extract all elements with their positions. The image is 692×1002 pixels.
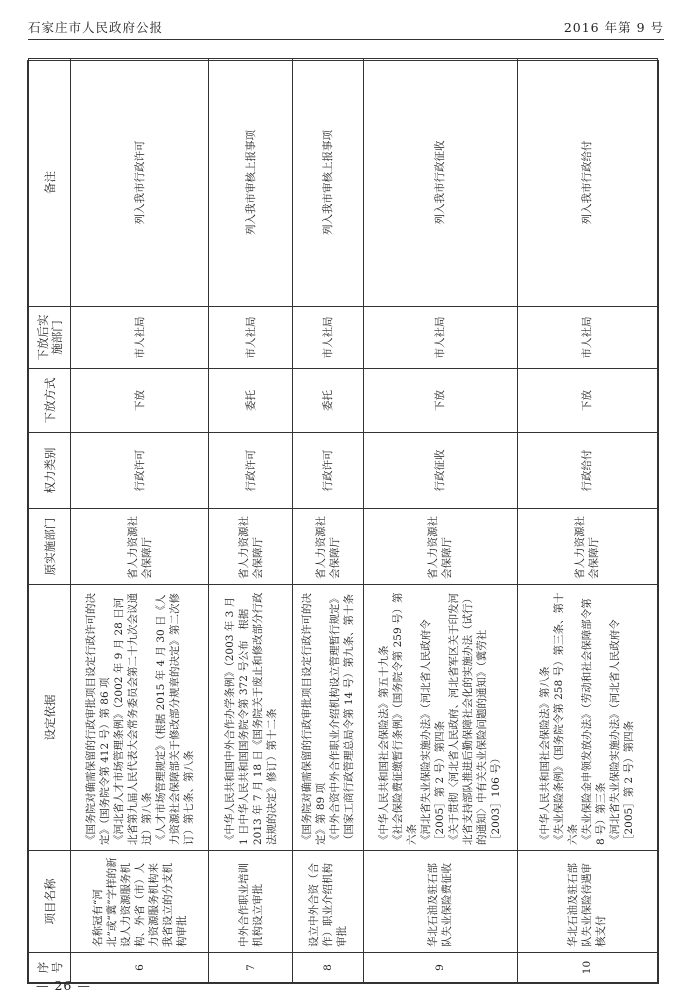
cell-note: 列入我市审核上报事项 (209, 59, 293, 307)
cell-after: 市人社局 (209, 307, 293, 369)
table-row (209, 59, 293, 983)
cell-no: 10 (517, 953, 657, 983)
basis-line: 《河北省失业保险实施办法》（河北省人民政府令［2005］第 2 号）第四条 (420, 619, 447, 845)
basis-line: 《失业保险金申领发放办法》（劳动和社会保障部令第 8 号）第三条 (581, 598, 608, 845)
col-header-dept: 原实施部门 (29, 509, 71, 585)
basis-line: 《中华人民共和国社会保险法》第五十九条 (378, 645, 391, 845)
cell-type: 行政许可 (293, 433, 363, 509)
header-rule (28, 39, 664, 40)
cell-no: 7 (209, 953, 293, 983)
col-header-method: 下放方式 (29, 369, 71, 433)
cell-name: 中外合作职业培训机构设立审批 (209, 851, 293, 953)
cell-method: 下放 (517, 369, 657, 433)
cell-basis (363, 585, 517, 851)
col-header-name: 项目名称 (29, 851, 71, 953)
cell-method: 下放 (363, 369, 517, 433)
basis-line: 《中华人民共和国社会保险法》第八条 (539, 666, 552, 845)
cell-type: 行政许可 (209, 433, 293, 509)
col-header-type: 权力类别 (29, 433, 71, 509)
cell-dept: 省人力资源社会保障厅 (517, 509, 657, 585)
cell-method: 下放 (71, 369, 209, 433)
col-header-no: 序号 (29, 953, 71, 983)
basis-line: 《河北省人才市场管理条例》（2002 年 9 月 28 日河北省第九届人民代表大会常务委员会第二十九次会议通过）第八条 (112, 593, 153, 845)
cell-basis (209, 585, 293, 851)
basis-line: 《河北省失业保险实施办法》（河北省人民政府令［2005］第 2 号）第四条 (609, 619, 636, 845)
delegation-table (27, 60, 659, 984)
cell-name: 名称冠有“河北”或“冀”字样的新设人力资源服务机构、外省（市）人力资源服务机构来我省设立的分支机构审批 (71, 851, 209, 953)
table-row (293, 59, 363, 983)
col-header-basis: 设定依据 (29, 585, 71, 851)
cell-basis (293, 585, 363, 851)
table-row (363, 59, 517, 983)
cell-type: 行政给付 (517, 433, 657, 509)
cell-name: 华北石油及驻石部队失业保险费征收 (363, 851, 517, 953)
basis-line: 《社会保险费征缴暂行条例》（国务院令第 259 号）第六条 (392, 592, 419, 845)
cell-after: 市人社局 (517, 307, 657, 369)
cell-after: 市人社局 (293, 307, 363, 369)
cell-basis (517, 585, 657, 851)
cell-note: 列入我市审核上报事项 (293, 59, 363, 307)
basis-line: 《国务院对确需保留的行政审批项目设定行政许可的决定》（国务院令第 412 号）第 86 项 (84, 593, 111, 845)
basis-line: 《中外合资中外合作职业介绍机构设立管理暂行规定》（国家工商行政管理总局令第 14 号）第九条、第十条 (328, 593, 355, 845)
table-row (71, 59, 209, 983)
col-header-note: 备注 (29, 59, 71, 307)
table-row (517, 59, 657, 983)
cell-type: 行政征收 (363, 433, 517, 509)
cell-name: 华北石油及驻石部队失业保险待遇审核支付 (517, 851, 657, 953)
basis-line: 《失业保险条例》（国务院令第 258 号）第三条、第十六条 (553, 592, 580, 845)
cell-method: 委托 (293, 369, 363, 433)
cell-dept: 省人力资源社会保障厅 (71, 509, 209, 585)
page-header (28, 18, 664, 38)
col-header-after: 下放后实施部门 (29, 307, 71, 369)
cell-type: 行政许可 (71, 433, 209, 509)
cell-method: 委托 (209, 369, 293, 433)
cell-dept: 省人力资源社会保障厅 (293, 509, 363, 585)
rotated-table-frame (27, 60, 659, 984)
cell-after: 市人社局 (71, 307, 209, 369)
cell-name: 设立中外合资（合作）职业介绍机构审批 (293, 851, 363, 953)
cell-no: 6 (71, 953, 209, 983)
cell-note: 列入我市行政给付 (517, 59, 657, 307)
basis-line: 《人才市场管理规定》（根据 2015 年 4 月 30 日《人力资源社会保障部关于修改部分规章的决定》第二次修订）第七条、第八条 (154, 593, 195, 845)
table-header-row (29, 59, 71, 983)
cell-note: 列入我市行政许可 (71, 59, 209, 307)
issue-number: 2016 年第 9 号 (563, 20, 664, 35)
cell-basis (71, 585, 209, 851)
basis-line: 《关于贯彻〈河北省人民政府、河北省军区关于印发河北省支持部队推进后勤保障社会化的实施办法（试行）的通知〉中有关失业保险问题的通知》（冀劳社［2003］106 号） (448, 593, 503, 845)
cell-dept: 省人力资源社会保障厅 (363, 509, 517, 585)
cell-no: 8 (293, 953, 363, 983)
cell-after: 市人社局 (363, 307, 517, 369)
cell-note: 列入我市行政征收 (363, 59, 517, 307)
basis-line: 《国务院对确需保留的行政审批项目设定行政许可的决定》第 89 项 (300, 593, 327, 845)
cell-dept: 省人力资源社会保障厅 (209, 509, 293, 585)
publication-title: 石家庄市人民政府公报 (28, 20, 164, 35)
page-number: — 26 — (36, 978, 91, 993)
basis-line: 《中华人民共和国中外合作办学条例》（2003 年 3 月 1 日中华人民共和国国务院令第 372 号公布 根据 2013 年 7 月 18 日《国务院关于废止和修改部分行政法规的决定》修订）第十二条 (223, 592, 278, 845)
cell-no: 9 (363, 953, 517, 983)
